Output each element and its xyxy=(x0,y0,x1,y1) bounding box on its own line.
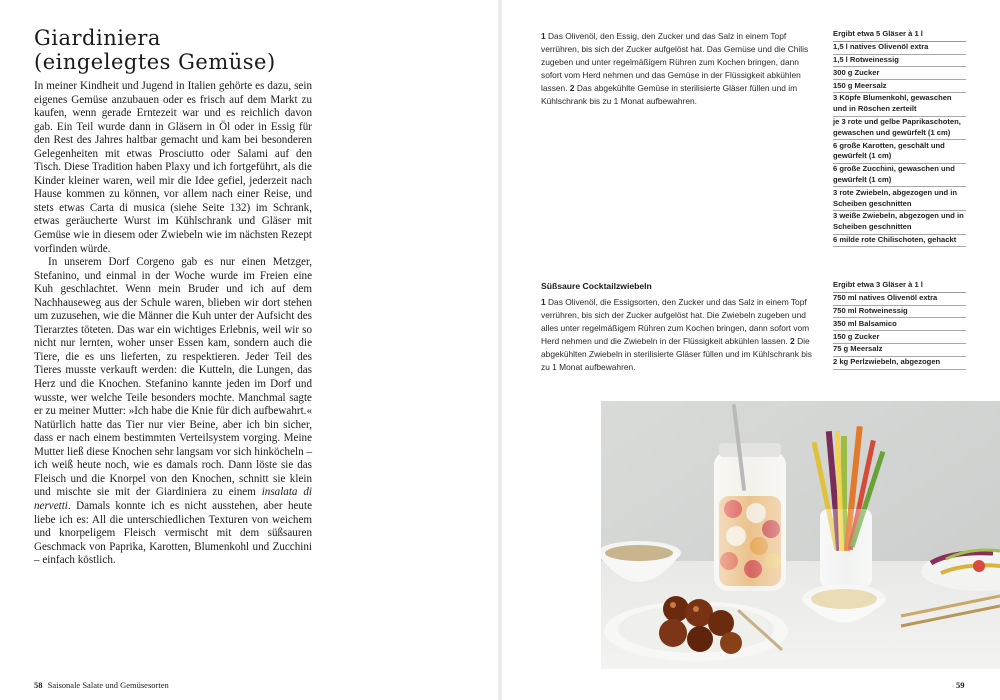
recipe1-step1-number: 1 xyxy=(541,31,546,41)
recipe1-step2-text: Das abgekühlte Gemüse in sterilisierte Gläser füllen und im Kühlschrank bis zu 1 Monat aufbewahren. xyxy=(541,83,798,107)
recipe2-method xyxy=(541,296,821,375)
recipe1-ingredients xyxy=(833,29,966,247)
ingredient-item: 3 weiße Zwiebeln, abgezogen und in Scheiben geschnitten xyxy=(833,211,966,235)
ingredient-item: je 3 rote und gelbe Paprikaschoten, gewaschen und gewürfelt (1 cm) xyxy=(833,117,966,141)
recipe2-title: Süßsaure Cocktailzwiebeln xyxy=(541,281,652,291)
ingredient-item: 2 kg Perlzwiebeln, abgezogen xyxy=(833,357,966,370)
ingredient-item: 6 große Zucchini, gewaschen und gewürfelt (1 cm) xyxy=(833,164,966,188)
ingredient-item: 1,5 l natives Olivenöl extra xyxy=(833,42,966,55)
ingredient-item: 6 große Karotten, geschält und gewürfelt (1 cm) xyxy=(833,140,966,164)
intro-paragraph-1: In meiner Kindheit und Jugend in Italien gehörte es dazu, sein eigenes Gemüse anzubauen oder es frisch auf dem Markt zu kaufen, wenn gerade Erntezeit war und es reichlich davon gab. Ein Teil wurde dann in Gläsern in Öl oder in Essig für den Rest des Jahres haltbar gemacht und kam bei besonderen Gelegenheiten mit etwas Prosciutto oder Salami auf den Tisch. Diese Tradition haben Plaxy und ich fortgeführt, als die Kinder kleiner waren, weil mir die Idee gefiel, jederzeit nach Hause kommen zu können, vor allem nach einer Reise, und stets etwas Carta di musica (siehe Seite 132) im Schrank, etwas geräucherte Wurst im Kühlschrank und Gläser mit Gemüse wie in diesem oder Zwiebeln wie im nächsten Rezept vorfinden würde. xyxy=(34,80,312,255)
ingredient-item: 75 g Meersalz xyxy=(833,344,966,357)
ingredient-item: 300 g Zucker xyxy=(833,67,966,80)
section-name: Saisonale Salate und Gemüsesorten xyxy=(47,680,169,690)
recipe1-step2-number: 2 xyxy=(569,83,575,94)
ingredient-item: 6 milde rote Chilischoten, gehackt xyxy=(833,235,966,248)
ingredient-item: 3 rote Zwiebeln, abgezogen und in Scheiben geschnitten xyxy=(833,187,966,211)
ingredient-item: 750 ml natives Olivenöl extra xyxy=(833,293,966,306)
recipe2-step2-text: Die abgekühlten Zwiebeln in sterilisierte Gläser füllen und im Kühlschrank bis zu 1 Monat aufbewahren. xyxy=(541,336,812,373)
recipe2-step1-number: 1 xyxy=(541,297,546,307)
recipe2-step2-number: 2 xyxy=(790,336,795,347)
paragraph-2-italic: insalata di nervetti xyxy=(34,486,312,512)
intro-paragraph-2 xyxy=(34,256,312,568)
recipe1-method xyxy=(541,30,821,109)
ingredient-item: 350 ml Balsamico xyxy=(833,318,966,331)
recipe2-step1-text: Das Olivenöl, die Essigsorten, den Zucker und das Salz in einem Topf verrühren, bis sich der Zucker aufgelöst hat. Die Zwiebeln zugeben und alles unter regelmäßigem Rühren zum Kochen bringen, dann sofort vom Herd nehmen und die Zwiebeln in der Flüssigkeit abkühlen lassen. xyxy=(541,297,810,347)
ingredient-item: 3 Köpfe Blumenkohl, gewaschen und in Röschen zerteilt xyxy=(833,93,966,117)
title-line-1: Giardiniera xyxy=(34,26,161,50)
recipe-title xyxy=(34,26,276,74)
recipe2-yield: Ergibt etwa 3 Gläser à 1 l xyxy=(833,280,966,293)
folio-left xyxy=(34,680,169,690)
recipe2-ingredients xyxy=(833,280,966,370)
recipe1-step1-text: Das Olivenöl, den Essig, den Zucker und das Salz in einem Topf verrühren, bis sich der Zucker aufgelöst hat. Das Gemüse und die Chilis zugeben und unter regelmäßigem Rühren zum Kochen bringen, dann sofort vom Herd nehmen und das Gemüse in der Flüssigkeit abkühlen lassen. xyxy=(541,31,809,94)
ingredient-item: 150 g Zucker xyxy=(833,331,966,344)
paragraph-2-text-a: In unserem Dorf Corgeno gab es nur einen Metzger, Stefanino, und einmal in der Woche wurde im Freien eine Kuh geschlachtet. Wenn mein Bruder und ich auf dem Nachhauseweg aus der Schule waren, blieben wir dort stehen um zuzusehen, wie die Männer die Kuh unter der Aufsicht des Tierarztes töteten. Das war ein wichtiges Erlebnis, weil wir so nicht nur lernten, woher unser Essen kam, sondern auch die Tiere, die es uns lieferten, zu respektieren. Jeder Teil des Tieres musste verkauft werden: die Kutteln, die Lungen, das Herz und die Knochen. Stefanino kannte jeden im Dorf und wusste, wer welche Teile besonders mochte. Manchmal sagte er zu meiner Mutter: »Ich habe die Knie für dich aufbewahrt.« Natürlich hatte das Tier nur vier Beine, aber ich bin sicher, dass er nach einem bestimmten Verteilsystem vorging. Meine Mutter ließ diese Knochen sehr langsam vor sich hinköcheln – ich weiß heute noch, wie es damals roch. Dann löste sie das Fleisch und die Knorpel von den Knochen, schnitt sie klein und mischte sie mit der Giardiniera zu einem xyxy=(34,256,312,499)
page-number-left: 58 xyxy=(34,680,43,690)
book-gutter xyxy=(498,0,502,700)
title-line-2: (eingelegtes Gemüse) xyxy=(34,50,276,74)
paragraph-2-text-b: . Damals konnte ich es nicht ausstehen, aber heute liebe ich es: All die unterschiedlichen Texturen von weichem und knorpeligem Fleisch vermischt mit dem süßsauren Geschmack von Paprika, Karotten, Blumenkohl und Zucchini – einfach köstlich. xyxy=(34,499,312,567)
page-number-right: 59 xyxy=(956,680,965,690)
ingredient-item: 150 g Meersalz xyxy=(833,80,966,93)
intro-text xyxy=(34,80,312,568)
food-photo-illustration xyxy=(601,401,1000,669)
ingredient-item: 1,5 l Rotweinessig xyxy=(833,55,966,68)
ingredient-item: 750 ml Rotweinessig xyxy=(833,306,966,319)
recipe1-yield: Ergibt etwa 5 Gläser à 1 l xyxy=(833,29,966,42)
food-photo xyxy=(601,401,1000,669)
